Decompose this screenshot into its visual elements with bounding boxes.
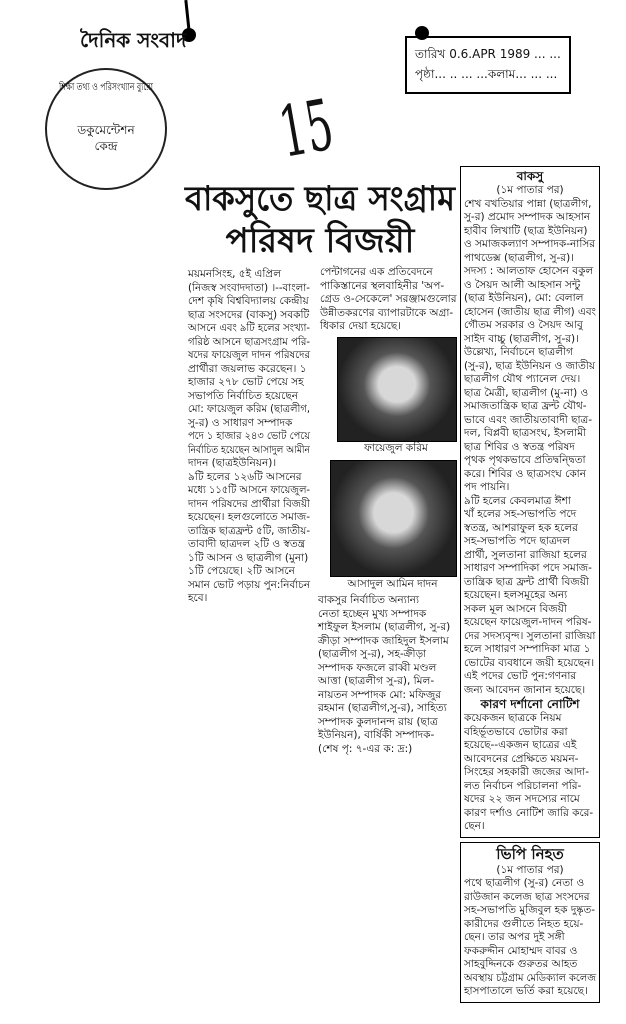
- text-line: কারীদের গুলীতে নিহত হয়ে-: [464, 917, 584, 930]
- photo-fayezul-karim: [337, 337, 457, 442]
- masthead: দৈনিক সংবাদ: [80, 28, 187, 52]
- text-line: ৯টি হলের কেবলমাত্র ঈশা: [464, 494, 571, 507]
- continued-label: (১ম পাতার পর): [496, 863, 564, 876]
- text-line: কারণ দর্শাও নোটিশ জারি করে-: [464, 806, 594, 819]
- left-column: [188, 268, 310, 606]
- text-line: ধিকার দেয়া হয়েছে।: [320, 320, 401, 332]
- text-line: ১টি পেয়েছে। ২টি আসনে: [188, 565, 295, 577]
- text-line: বহির্ভূতভাবে ভোটার করা: [464, 725, 568, 738]
- text-line: নায়তন সম্পাদক মো: মফিজুর: [318, 688, 442, 701]
- continuation-box-vp: [460, 842, 600, 1003]
- text-line: সহ-সভাপতি মুজিবুল হক দুষ্কৃত-: [464, 904, 596, 916]
- notice-heading: কারণ দর্শানো নোটিশ: [480, 697, 580, 711]
- text-line: ষদের ফায়েজুল দাদন পরিষদের: [188, 349, 310, 361]
- baksu-heading: বাকসু: [516, 169, 544, 183]
- text-line: ও সমাজকল্যাণ সম্পাদক-নাসির: [464, 238, 596, 250]
- headline-line1: বাকসুতে ছাত্র সংগ্রাম: [185, 179, 455, 219]
- notice-text: [461, 712, 599, 834]
- text-line: উন্নীতকরণের ব্যাপারটাকে অগ্রা-: [320, 306, 454, 319]
- handwritten-mark-wrap: [273, 83, 346, 174]
- right-stack: [460, 166, 600, 1003]
- baksu-heading-wrap: [461, 169, 599, 184]
- text-line: মো: ফায়েজুল করিম (ছাত্রলীগ,: [188, 403, 310, 415]
- text-line: ভোটের ব্যবধানে জয়ী হয়েছেন।: [464, 656, 595, 669]
- stamp-line1: ডকুমেন্টেশন: [77, 123, 135, 137]
- text-line: ও সৈয়দ আলী আহসান সন্টু: [464, 278, 581, 291]
- text-line: ছাত্র শিবির ও স্বতন্ত্র পরিষদ: [464, 440, 575, 453]
- text-line: রহমান (ছাত্রলীগ,সু-র), সাহিত্য: [318, 702, 447, 714]
- text-line: পদে ১ হাজার ২৪৩ ভোট পেয়ে: [188, 430, 310, 442]
- text-line: শেখ বখতিয়ার পান্না (ছাত্রলীগ,: [464, 197, 592, 210]
- text-line: সভাপতি নির্বাচিত হয়েছেন: [188, 389, 298, 402]
- date-box: [405, 36, 571, 94]
- continued-wrap: [461, 184, 599, 198]
- text-line: হাজার ২৭৮ ভোট পেয়ে সহ: [188, 376, 304, 388]
- baksu-continuation-text: [461, 198, 599, 698]
- middle-column-top: [320, 266, 457, 334]
- text-line: (সু-র), ছাত্র ইউনিয়ন ও জাতীয়: [464, 359, 596, 372]
- text-line: রাউজান কলেজ ছাত্র সংসদের: [464, 890, 590, 903]
- text-line: হয়েছেন ফায়েজুল-দাদন পরিষ-: [464, 616, 592, 628]
- stamp-ring-text: শিক্ষা তথ্য ও পরিসংখ্যান ব্যুরো: [59, 82, 153, 93]
- text-line: সাইদ বাচ্চু (ছাত্রলীগ, সু-র)।: [464, 332, 579, 345]
- text-line: সকল মূল আসনে বিজয়ী: [464, 602, 567, 615]
- text-line: সম্পাদক কুলদানন্দ রায় (ছাত্র: [318, 715, 438, 728]
- text-line: হয়েছে--একজন ছাত্রের এই: [464, 739, 577, 751]
- text-line: সম্পাদক ফজলে রাব্বী মণ্ডল: [318, 661, 437, 674]
- text-line: প্রার্থী, সুলতানা রাজিয়া হলের: [464, 548, 587, 561]
- text-line: (ছাত্র ইউনিয়ন), মো: বেলাল: [464, 292, 584, 304]
- text-line: নেতা হচ্ছেন মুখ্য সম্পাদক: [318, 607, 427, 620]
- text-line: ভাবে এবং জাতীয়তাবাদী ছাত্র-: [464, 413, 593, 426]
- text-line: কয়েকজন ছাত্রকে নিয়ম: [464, 712, 562, 724]
- vp-text: [461, 877, 599, 999]
- text-line: ক্রীড়া সম্পাদক জাহিদুল ইসলাম: [318, 634, 449, 647]
- text-line: ময়মনসিংহ, ৫ই এপ্রিল: [188, 268, 282, 280]
- text-line: সমান ভোট পড়ায় পুন:নির্বাচন: [188, 578, 310, 591]
- continued-label: (১ম পাতার পর): [496, 184, 564, 196]
- photo-caption-wrap: [337, 442, 455, 456]
- text-line: ছেন।: [464, 820, 485, 832]
- text-line: সাধারণ সম্পাদিকা পদে সমাজ-: [464, 562, 592, 574]
- text-line: দাদন (ছাত্রইউনিয়ন)।: [188, 457, 277, 469]
- text-line: (ছাত্রলীগ সু-র), সহ-ক্রীড়া: [318, 648, 427, 660]
- text-line: পাকিস্তানের স্থলবাহিনীর 'অপ-: [320, 279, 445, 292]
- text-line: হয়েছেন। হলগুলোতে সমাজ-: [188, 511, 310, 523]
- text-line: খাঁ হলের সহ-সভাপতি পদে: [464, 508, 577, 520]
- text-line: পৃথক পৃথকভাবে প্রতিদ্বন্দ্বিতা: [464, 454, 586, 466]
- text-line: দেশ কৃষি বিশ্ববিদ্যালয় কেন্দ্রীয়: [188, 295, 309, 307]
- text-line: সিংহের সহকারী জজের আদা-: [464, 766, 589, 778]
- text-line: হয়েছেন। হলসমূহের অন্য: [464, 589, 568, 601]
- date-line: তারিখ 0.6.APR 1989 ... ...: [415, 47, 561, 61]
- text-line: আসনে এবং ৯টি হলের সংখ্যা-: [188, 322, 310, 334]
- headline: [185, 178, 455, 262]
- text-line: গ্রেড ও-সেকেলে' সরঞ্জামগুলোর: [320, 293, 457, 305]
- text-line: আবেদনের প্রেক্ষিতে ময়মন-: [464, 752, 579, 765]
- text-line: সু-র) প্রমোদ সম্পাদক আহসান: [464, 211, 591, 223]
- text-line: এই পদের ভোট পুন:গণনার: [464, 670, 577, 682]
- photo-caption: ফায়েজুল করিম: [364, 442, 428, 454]
- text-line: পাথডেক্স (ছাত্রলীগ, সু-র)।: [464, 251, 574, 264]
- text-line: ইউনিয়ন), বার্ষিকী সম্পাদক-: [318, 729, 435, 741]
- text-line: গরিষ্ঠ আসনে ছাত্রসংগ্রাম পরি-: [188, 335, 310, 348]
- text-line: ছাত্র মৈত্রী, ছাত্রলীগ (মু-না) ও: [464, 386, 589, 399]
- stamp-center: [55, 122, 157, 154]
- page-line: পৃষ্ঠা... .. ... ...কলাম... ... ...: [415, 67, 558, 81]
- text-line: ষদের ২২ জন সদস্যের নামে: [464, 793, 580, 805]
- text-line: ১টি আসন ও ছাত্রলীগ (মুনা): [188, 551, 309, 564]
- text-line: সাহবুদ্দিনকে গুরুতর আহত: [464, 958, 578, 970]
- text-line: হলে সাধারণ সম্পাদিকা মাত্র ১: [464, 643, 591, 655]
- text-line: মধ্যে ১১৫টি আসনে ফায়েজুল-: [188, 484, 310, 496]
- text-line: পথে ছাত্রলীগ (সু-র) নেতা ও: [464, 877, 585, 889]
- text-line: গৌতম সরকার ও সৈয়দ আবু: [464, 319, 583, 331]
- text-line: আত্তা (ছাত্রলীগ সু-র), মিল-: [318, 675, 435, 687]
- text-line: পদ পায়নি।: [464, 481, 510, 493]
- text-line: (নিজস্ব সংবাদদাতা) ।--বাংলা-: [188, 281, 310, 294]
- middle-column-bottom: [318, 594, 456, 756]
- text-line: সমাজতান্ত্রিক ছাত্র ফ্রন্ট যৌথ-: [464, 400, 587, 412]
- vp-heading: ভিপি নিহত: [496, 844, 564, 863]
- vp-heading-wrap: [461, 845, 599, 864]
- handwritten-mark: 15: [273, 83, 340, 174]
- text-line: দাদন পরিষদের প্রার্থীরা বিজয়ী: [188, 497, 310, 510]
- text-line: অবস্থায় চট্টগ্রাম মেডিক্যাল কলেজ: [464, 971, 596, 984]
- continuation-box-baksu: [460, 166, 600, 838]
- text-line: বাকসুর নির্বাচিত অন্যান্য: [318, 594, 420, 606]
- text-line: ফকরুদ্দীন মোহাম্মদ বাবর ও: [464, 944, 578, 957]
- text-line: হোসেন (জাতীয় ছাত্র লীগ) এবং: [464, 305, 596, 318]
- text-line: তাবাদী ছাত্রদল ২টি ও স্বতন্ত্র: [188, 538, 305, 550]
- text-line: জন্য আবেদন জানান হয়েছে।: [464, 683, 586, 696]
- photo-caption-wrap: [330, 578, 455, 592]
- text-line: তান্ত্রিক ছাত্র ফ্রন্ট প্রার্থী বিজয়ী: [464, 575, 589, 588]
- text-line: ছাত্রলীগ যৌথ প্যানেল দেয়।: [464, 373, 581, 385]
- text-line: সদস্য : আলতাফ হোসেন বকুল: [464, 265, 594, 277]
- headline-line2: পরিষদ বিজয়ী: [225, 221, 415, 261]
- photo-caption: আসাদুল আমিন দাদন: [347, 578, 438, 590]
- notice-heading-wrap: [461, 697, 599, 712]
- text-line: লত নির্বাচন পরিচালনা পরি-: [464, 779, 582, 792]
- continued-wrap: [461, 864, 599, 878]
- documentation-stamp: [45, 68, 167, 190]
- text-line: শাইফুল ইসলাম (ছাত্রলীগ, সু-র): [318, 621, 451, 633]
- text-line: প্রার্থীরা জয়লাভ করেছেন। ১: [188, 362, 307, 375]
- text-line: ৯টি হলের ১২৬টি আসনের: [188, 470, 302, 483]
- text-line: হাবীব লিখাটি (ছাত্র ইউনিয়ন): [464, 224, 588, 237]
- text-line: হাসপাতালে ভর্তি করা হয়েছে।: [464, 985, 588, 997]
- text-line: নির্বাচিত হয়েছেন আসাদুল আমীন: [188, 443, 310, 456]
- text-line: সু-র) ও সাধারণ সম্পাদক: [188, 416, 293, 429]
- text-line: স্বতন্ত্র, আশরাফুল হক হলের: [464, 521, 578, 534]
- stamp-line2: কেন্দ্র: [94, 139, 118, 153]
- text-line: ছাত্র সংসদের (বাকসু) সবকটি: [188, 308, 310, 321]
- text-line: দল, বিপ্লবী ছাত্রসংঘ, ইসলামী: [464, 427, 587, 439]
- masthead-wrap: [80, 28, 190, 52]
- stamp-ring-wrap: [59, 82, 153, 94]
- text-line: ছেন। তার অপর দুই সঙ্গী: [464, 931, 565, 943]
- text-line: করে। শিবির ও ছাত্রসংঘ কোন: [464, 467, 586, 480]
- photo-asadul-amin: [330, 460, 457, 577]
- text-line: উল্লেখ্য, নির্বাচনে ছাত্রলীগ: [464, 346, 573, 358]
- text-line: দের সদস্যবৃন্দ। সুলতানা রাজিয়া: [464, 629, 596, 642]
- text-line: (শেষ পৃ: ৭-এর ক: দ্র:): [318, 742, 413, 755]
- text-line: তান্ত্রিক ছাত্রফ্রন্ট ৫টি, জাতীয়-: [188, 524, 310, 537]
- text-line: সহ-সভাপতি পদে ছাত্রদল: [464, 535, 571, 547]
- text-line: হবে।: [188, 592, 208, 604]
- text-line: পেন্টাগনের এক প্রতিবেদনে: [320, 266, 433, 278]
